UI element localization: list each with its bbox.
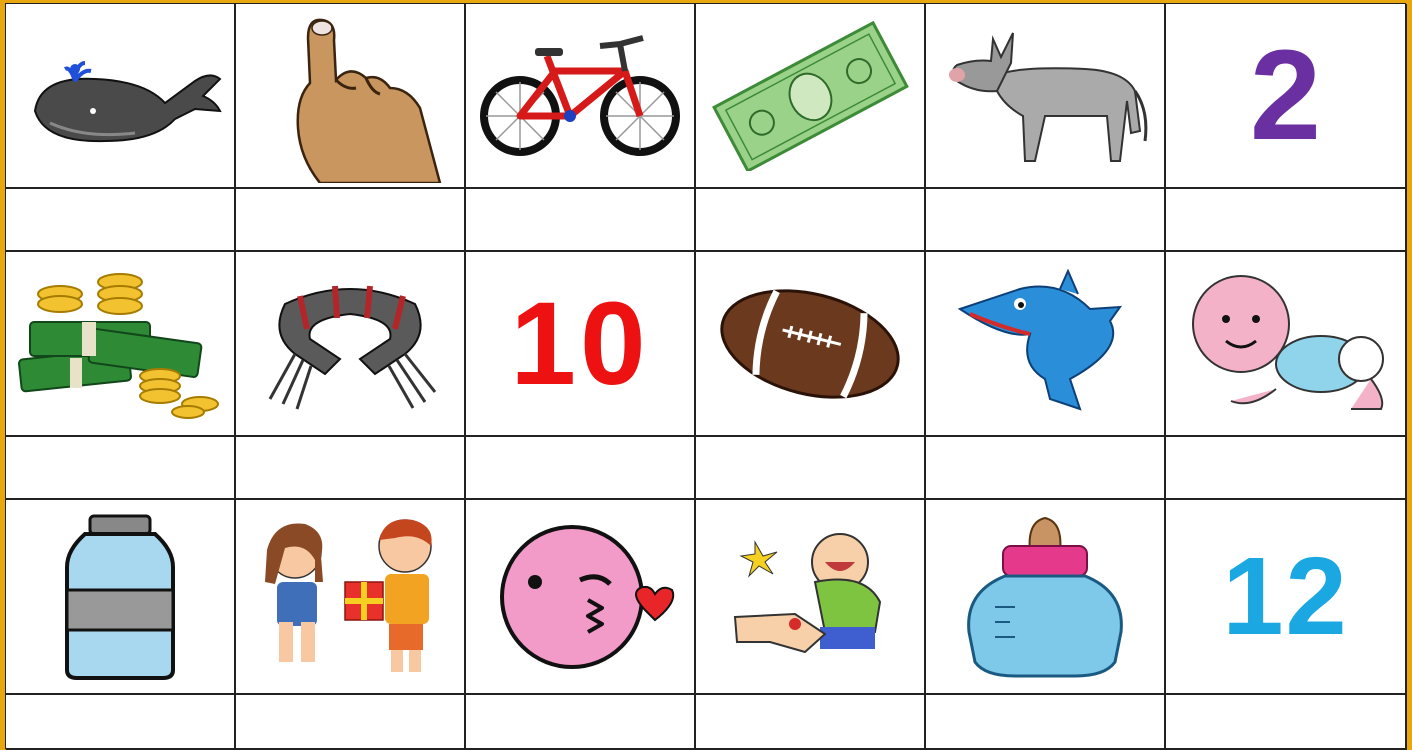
blank-answer-cell [236,437,466,500]
bicycle-icon [475,26,685,166]
baby-bottle-icon [955,512,1135,682]
finger-icon [250,8,450,183]
blank-answer-cell [466,695,696,750]
blank-answer-cell [1166,437,1407,500]
picture-cell-donkey [926,4,1166,189]
picture-cell-baby-bottle [926,500,1166,695]
money-pile-icon [10,264,230,424]
blank-answer-cell [6,189,236,252]
blank-answer-cell [1166,695,1407,750]
number-cell-2 [1166,4,1407,189]
baby-icon [1181,269,1391,419]
blank-answer-cell [696,437,926,500]
blank-answer-cell [1166,189,1407,252]
picture-cell-money [6,252,236,437]
blank-answer-cell [926,189,1166,252]
picture-cell-kiss [466,500,696,695]
blank-answer-cell [696,695,926,750]
picture-cell-gift [236,500,466,695]
donkey-icon [935,21,1155,171]
picture-cell-baby [1166,252,1407,437]
blank-answer-cell [236,189,466,252]
picture-cell-bottle [6,500,236,695]
water-bottle-icon [55,512,185,682]
blank-answer-cell [466,437,696,500]
blank-answer-cell [926,437,1166,500]
kids-gift-icon [245,512,455,682]
number-ten: 10 [510,277,650,410]
dolphin-icon [950,269,1140,419]
picture-cell-hurt-boy [696,500,926,695]
whale-icon [15,41,225,151]
number-two: 2 [1249,23,1322,167]
number-cell-12 [1166,500,1407,695]
dollar-bill-icon [705,21,915,171]
kiss-emoji-icon [480,522,680,672]
picture-grid [5,3,1406,749]
blank-answer-cell [6,437,236,500]
picture-cell-scarf [236,252,466,437]
picture-cell-football [696,252,926,437]
picture-cell-bicycle [466,4,696,189]
blank-answer-cell [6,695,236,750]
blank-answer-cell [926,695,1166,750]
football-icon [710,279,910,409]
blank-answer-cell [696,189,926,252]
number-cell-10 [466,252,696,437]
hurt-boy-icon [715,522,905,672]
picture-cell-dolphin [926,252,1166,437]
blank-answer-cell [466,189,696,252]
blank-answer-cell [236,695,466,750]
picture-cell-dollar [696,4,926,189]
picture-cell-whale [6,4,236,189]
number-twelve: 12 [1222,534,1349,658]
picture-cell-finger [236,4,466,189]
scarf-icon [255,274,445,414]
